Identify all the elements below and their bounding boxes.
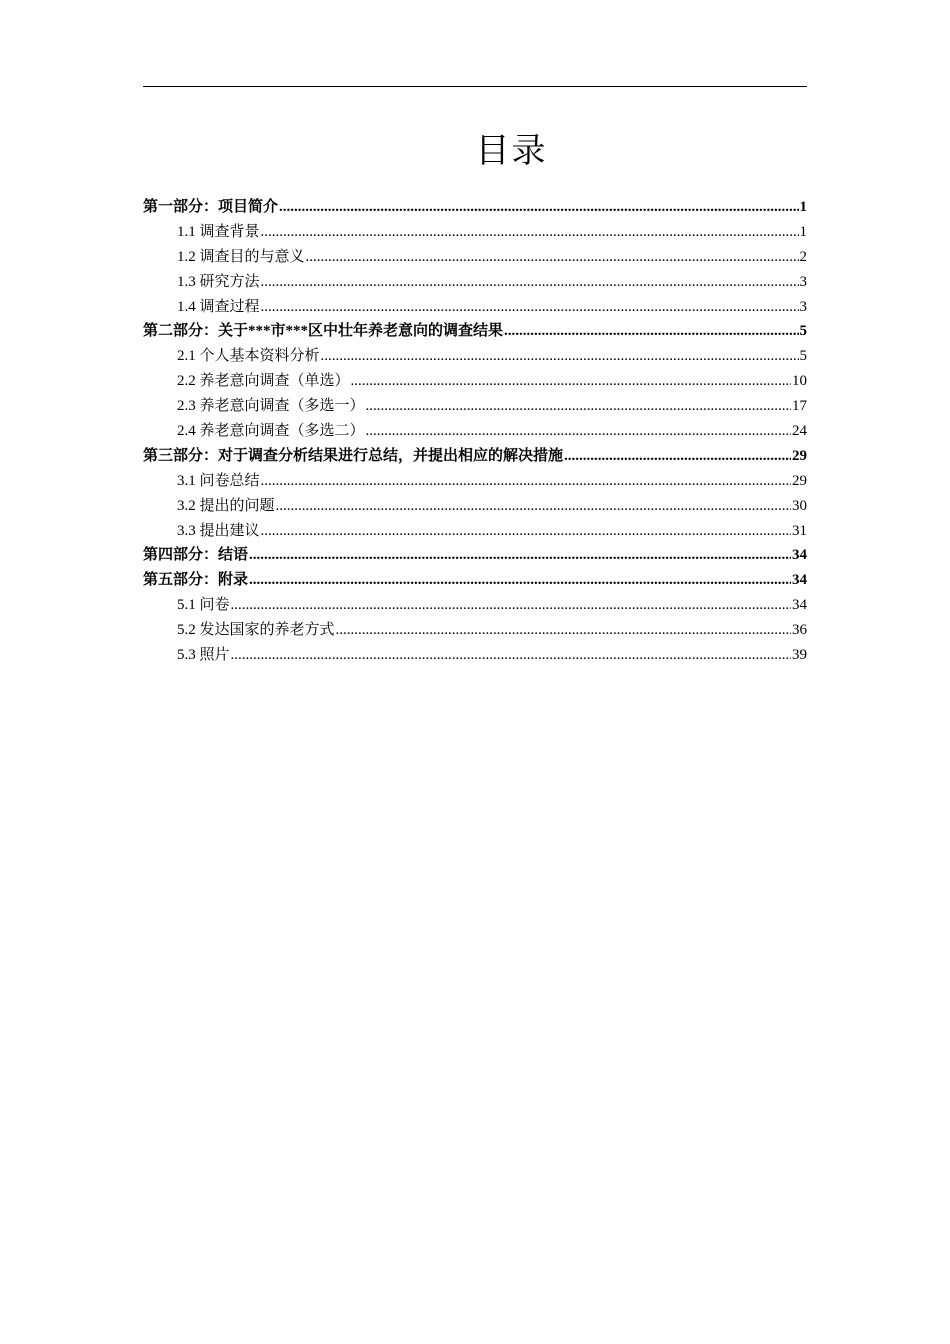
toc-dot-leader (366, 394, 791, 419)
toc-page-number: 2 (799, 248, 807, 265)
toc-subsection-entry[interactable] (143, 369, 807, 394)
toc-title: 目录 (475, 131, 548, 171)
toc-subsection-entry[interactable] (143, 618, 807, 643)
toc-subsection-entry[interactable] (143, 220, 807, 245)
toc-dot-leader (261, 519, 791, 544)
toc-dot-leader (321, 344, 799, 369)
toc-entry-label: 第四部分：结语 (143, 547, 249, 564)
toc-dot-leader (351, 369, 791, 394)
toc-page-number: 34 (792, 597, 807, 614)
toc-dot-leader (366, 419, 791, 444)
toc-subsection-entry[interactable] (143, 394, 807, 419)
toc-page-number: 3 (799, 298, 807, 315)
toc-dot-leader (231, 593, 791, 618)
toc-section-entry[interactable] (143, 444, 807, 469)
toc-entry-label: 2.2 养老意向调查（单选） (177, 373, 350, 390)
toc-section-entry[interactable] (143, 543, 807, 568)
toc-page-number: 24 (792, 423, 807, 440)
toc-page-number: 3 (799, 273, 807, 290)
toc-page-number: 10 (792, 373, 807, 390)
toc-entry-label: 第二部分：关于***市***区中壮年养老意向的调查结果 (143, 323, 504, 340)
toc-dot-leader (261, 220, 799, 245)
toc-entry-label: 第五部分：附录 (143, 572, 249, 589)
toc-dot-leader (276, 494, 791, 519)
toc-subsection-entry[interactable] (143, 245, 807, 270)
toc-subsection-entry[interactable] (143, 419, 807, 444)
toc-dot-leader (306, 245, 799, 270)
toc-page-number: 1 (799, 199, 807, 215)
toc-dot-leader (249, 543, 791, 568)
toc-entry-label: 5.3 照片 (177, 647, 230, 664)
toc-page-number: 34 (792, 547, 807, 564)
toc-entry-label: 1.4 调查过程 (177, 298, 260, 315)
toc-dot-leader (261, 295, 799, 320)
toc-subsection-entry[interactable] (143, 643, 807, 668)
toc-subsection-entry[interactable] (143, 469, 807, 494)
toc-entry-label: 第一部分：项目简介 (143, 199, 279, 215)
toc-entry-label: 第三部分：对于调查分析结果进行总结，并提出相应的解决措施 (143, 447, 564, 464)
toc-dot-leader (249, 568, 791, 593)
toc-dot-leader (231, 643, 791, 668)
toc-subsection-entry[interactable] (143, 270, 807, 295)
toc-page-number: 29 (792, 447, 807, 464)
toc-page-number: 30 (792, 497, 807, 514)
toc-entry-label: 2.3 养老意向调查（多选一） (177, 398, 365, 415)
toc-dot-leader (279, 195, 798, 220)
toc-subsection-entry[interactable] (143, 519, 807, 544)
toc-entry-label: 1.1 调查背景 (177, 223, 260, 240)
toc-page-number: 29 (792, 472, 807, 489)
toc-page-number: 5 (799, 323, 807, 340)
toc-subsection-entry[interactable] (143, 295, 807, 320)
toc-dot-leader (564, 444, 791, 469)
toc-page-number: 5 (799, 348, 807, 365)
header-rule (143, 86, 807, 87)
toc-subsection-entry[interactable] (143, 593, 807, 618)
toc-subsection-entry[interactable] (143, 494, 807, 519)
toc-page-number: 34 (792, 572, 807, 589)
toc-entry-label: 5.1 问卷 (177, 597, 230, 614)
toc-section-entry[interactable] (143, 568, 807, 593)
toc-subsection-entry[interactable] (143, 344, 807, 369)
toc-entry-label: 2.4 养老意向调查（多选二） (177, 423, 365, 440)
toc-page-number: 36 (792, 622, 807, 639)
toc-page-number: 31 (792, 522, 807, 539)
toc-entry-label: 3.1 问卷总结 (177, 472, 260, 489)
toc-page-number: 17 (792, 398, 807, 415)
toc-entry-label: 5.2 发达国家的养老方式 (177, 622, 335, 639)
toc-entry-label: 3.3 提出建议 (177, 522, 260, 539)
toc-page-number: 39 (792, 647, 807, 664)
toc-entry-label: 1.2 调查目的与意义 (177, 248, 305, 265)
toc-dot-leader (336, 618, 791, 643)
toc-dot-leader (504, 319, 798, 344)
toc-dot-leader (261, 270, 799, 295)
toc-section-entry[interactable] (143, 195, 807, 220)
toc-dot-leader (261, 469, 791, 494)
toc-entry-label: 1.3 研究方法 (177, 273, 260, 290)
toc-entry-label: 2.1 个人基本资料分析 (177, 348, 320, 365)
toc-page-number: 1 (799, 223, 807, 240)
table-of-contents (143, 195, 807, 668)
toc-entry-label: 3.2 提出的问题 (177, 497, 275, 514)
toc-section-entry[interactable] (143, 319, 807, 344)
